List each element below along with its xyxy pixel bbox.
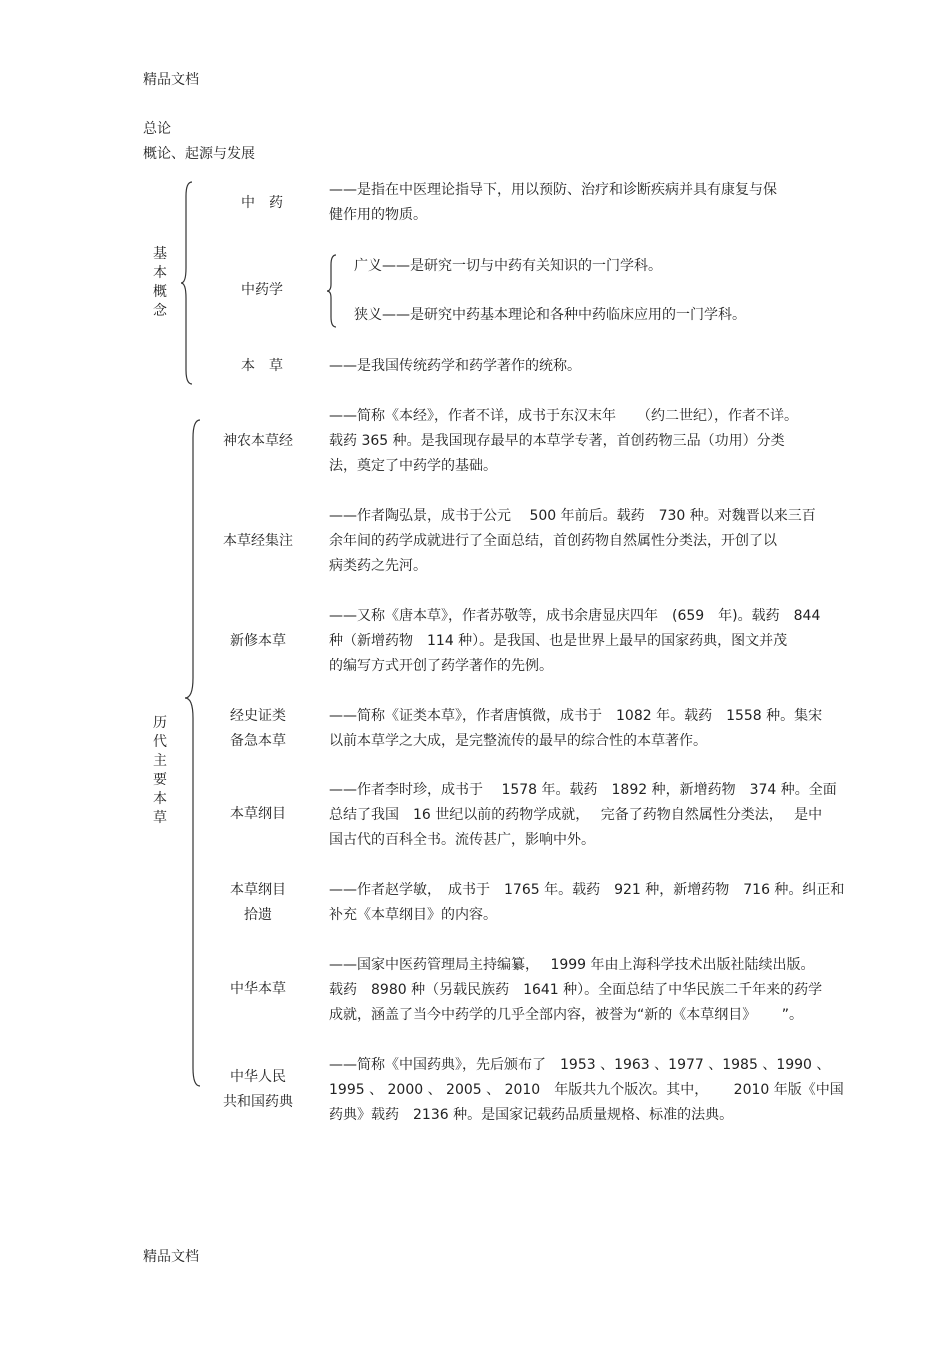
definition-xinxiu-bencao: ——又称《唐本草》，作者苏敬等，成书余唐显庆四年 (659 年)。载药 844 种（新增药物 114 种）。是我国、也是世界上最早的国家药典，图文并茂 的编写方式开创了药学著作的先例。 [329, 608, 821, 674]
term-bencao-gangmu-shiyi: 本草纲目 拾遗 [230, 882, 286, 923]
definition-zhonghua-bencao: ——国家中医药管理局主持编纂， 1999 年由上海科学技术出版社陆续出版。 载药 8980 种（另载民族药 1641 种）。全面总结了中华民族二千年来的药学 成就，涵盖了当今中药学的几乎全部内容，被誉为“新的《本草纲目》 ”。 [329, 957, 823, 1023]
term-shennong-bencao-jing: 神农本草经 [223, 433, 293, 449]
term-bencao-jing-jizhu: 本草经集注 [223, 533, 293, 549]
definition-zhongyao: ——是指在中医理论指导下，用以预防、治疗和诊断疾病并具有康复与保 健作用的物质。 [329, 182, 777, 223]
definition-shennong-bencao-jing: ——简称《本经》，作者不详，成书于东汉末年 （约二世纪），作者不详。 载药 365 种。是我国现存最早的本草学专著，首创药物三品（功用）分类 法，奠定了中药学的基础。 [329, 408, 798, 474]
page-header: 精品文档 [143, 72, 199, 88]
section-label-basic-concepts: 基本概念 [153, 246, 167, 319]
term-zhongyaoxue: 中药学 [241, 282, 283, 298]
term-bencao: 本 草 [241, 358, 283, 374]
definition-bencao-jing-jizhu: ——作者陶弘景，成书于公元 500 年前后。载药 730 种。对魏晋以来三百 余年间的药学成就进行了全面总结，首创药物自然属性分类法，开创了以 病类药之先河。 [329, 508, 816, 574]
page-footer: 精品文档 [143, 1249, 199, 1265]
sub-brace [326, 253, 338, 329]
section-brace [180, 180, 196, 386]
page-subtitle: 概论、起源与发展 [143, 146, 255, 162]
definition-zhenglei-bencao: ——简称《证类本草》，作者唐慎微，成书于 1082 年。载药 1558 种。集宋 以前本草学之大成，是完整流传的最早的综合性的本草著作。 [329, 708, 823, 749]
term-zhonghua-bencao: 中华本草 [230, 981, 286, 997]
definition-broad: 广义——是研究一切与中药有关知识的一门学科。 [354, 258, 662, 274]
term-bencao-gangmu: 本草纲目 [230, 806, 286, 822]
page-title: 总论 [143, 121, 171, 137]
definition-bencao-gangmu: ——作者李时珍，成书于 1578 年。载药 1892 种，新增药物 374 种。全面 总结了我国 16 世纪以前的药物学成就， 完备了药物自然属性分类法， 是中 国古代的百科全书。流传甚广，影响中外。 [329, 782, 837, 848]
definition-bencao-gangmu-shiyi: ——作者赵学敏， 成书于 1765 年。载药 921 种，新增药物 716 种。纠正和 补充《本草纲目》的内容。 [329, 882, 845, 923]
section-brace [183, 418, 203, 1088]
definition-bencao: ——是我国传统药学和药学著作的统称。 [329, 358, 581, 374]
definition-pharmacopoeia: ——简称《中国药典》，先后颁布了 1953 、1963 、1977 、1985 、1990 、 1995 、 2000 、 2005 、 2010 年版共九个版次。其中， 2010 年版《中国 药典》载药 2136 种。是国家记载药品质量规格、标准的法典。 [329, 1057, 844, 1123]
term-zhongyao: 中 药 [241, 195, 283, 211]
term-pharmacopoeia: 中华人民 共和国药典 [223, 1069, 293, 1110]
term-zhenglei-bencao: 经史证类 备急本草 [230, 708, 286, 749]
section-label-historical-herbals: 历代主要本草 [153, 715, 167, 826]
term-xinxiu-bencao: 新修本草 [230, 633, 286, 649]
definition-narrow: 狭义——是研究中药基本理论和各种中药临床应用的一门学科。 [354, 307, 746, 323]
